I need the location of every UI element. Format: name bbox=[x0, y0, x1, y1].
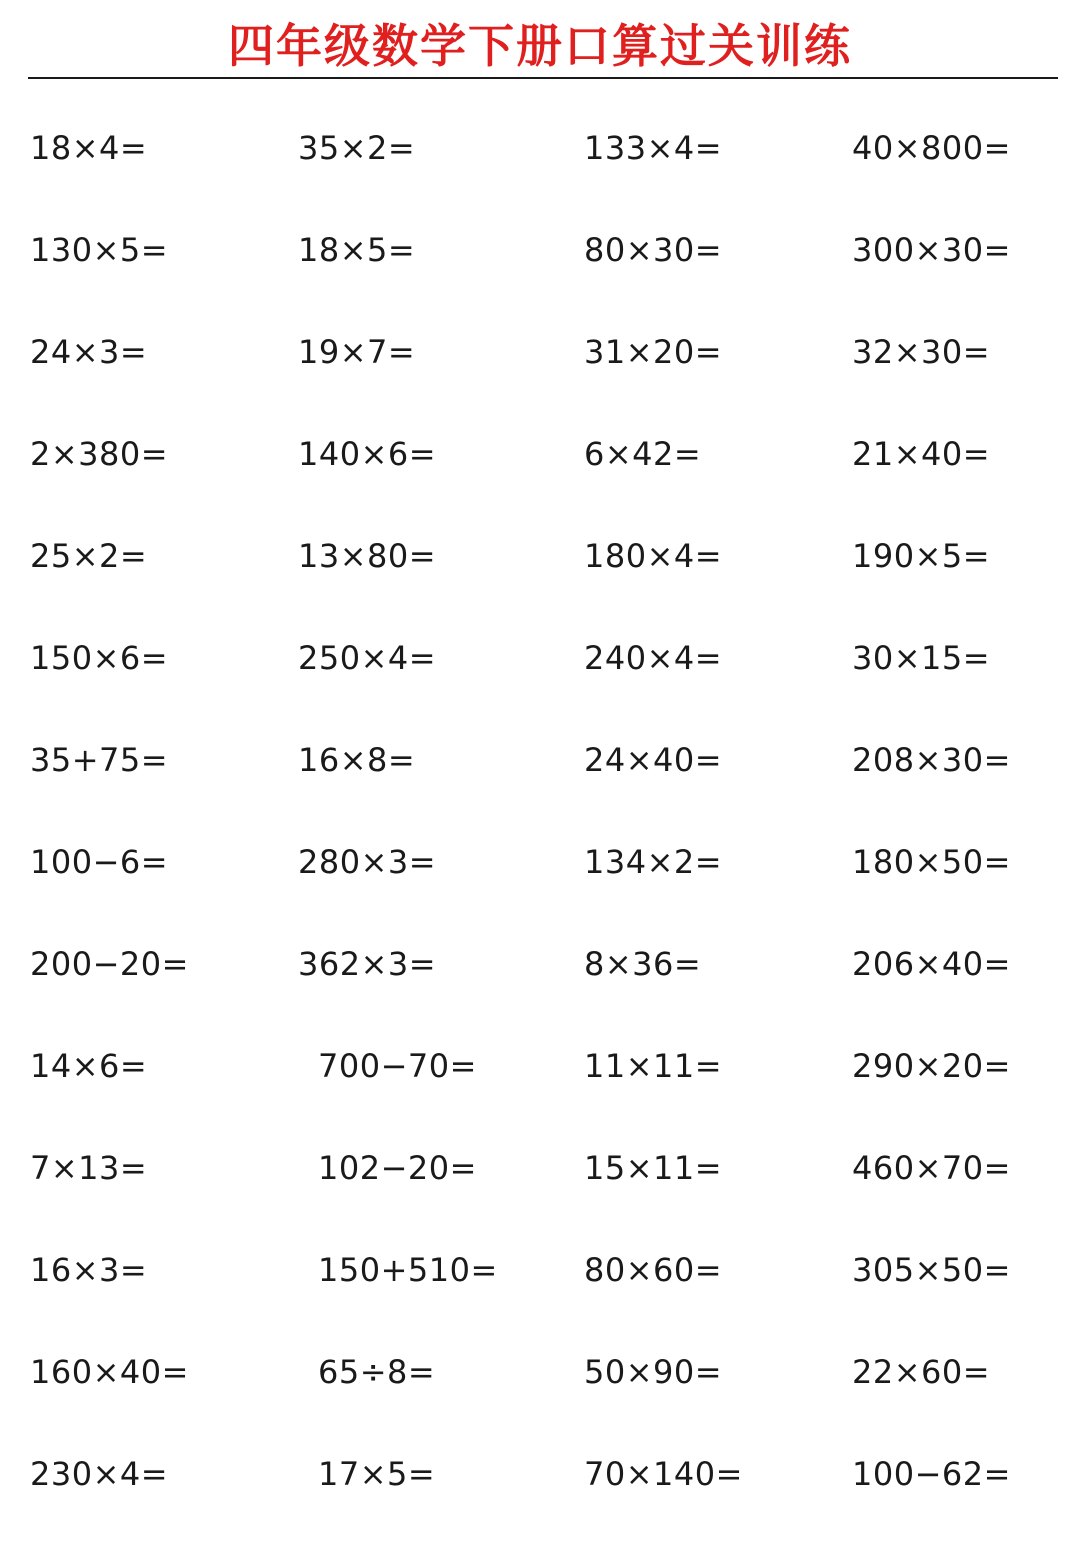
problem: 200−20= bbox=[30, 945, 189, 983]
problem: 8×36= bbox=[584, 945, 702, 983]
problem-row bbox=[0, 220, 1080, 322]
problem: 160×40= bbox=[30, 1353, 189, 1391]
problem: 130×5= bbox=[30, 231, 169, 269]
problem-row bbox=[0, 526, 1080, 628]
problem-grid bbox=[0, 118, 1080, 1546]
problem: 80×60= bbox=[584, 1251, 723, 1289]
title-underline bbox=[28, 77, 1058, 79]
problem: 35+75= bbox=[30, 741, 169, 779]
problem: 80×30= bbox=[584, 231, 723, 269]
problem: 100−62= bbox=[852, 1455, 1011, 1493]
problem: 11×11= bbox=[584, 1047, 723, 1085]
problem: 140×6= bbox=[298, 435, 437, 473]
problem: 150×6= bbox=[30, 639, 169, 677]
problem-row bbox=[0, 118, 1080, 220]
problem: 2×380= bbox=[30, 435, 169, 473]
problem: 305×50= bbox=[852, 1251, 1011, 1289]
problem: 206×40= bbox=[852, 945, 1011, 983]
problem: 18×5= bbox=[298, 231, 416, 269]
problem: 700−70= bbox=[318, 1047, 477, 1085]
problem: 6×42= bbox=[584, 435, 702, 473]
problem: 180×50= bbox=[852, 843, 1011, 881]
problem: 290×20= bbox=[852, 1047, 1011, 1085]
problem-row bbox=[0, 322, 1080, 424]
problem: 31×20= bbox=[584, 333, 723, 371]
problem: 208×30= bbox=[852, 741, 1011, 779]
problem-row bbox=[0, 1138, 1080, 1240]
problem: 230×4= bbox=[30, 1455, 169, 1493]
problem: 240×4= bbox=[584, 639, 723, 677]
problem-row bbox=[0, 730, 1080, 832]
problem: 180×4= bbox=[584, 537, 723, 575]
problem: 7×13= bbox=[30, 1149, 148, 1187]
problem-row bbox=[0, 424, 1080, 526]
problem: 30×15= bbox=[852, 639, 991, 677]
problem: 35×2= bbox=[298, 129, 416, 167]
problem: 16×3= bbox=[30, 1251, 148, 1289]
problem: 50×90= bbox=[584, 1353, 723, 1391]
problem-row bbox=[0, 1342, 1080, 1444]
problem: 25×2= bbox=[30, 537, 148, 575]
problem: 65÷8= bbox=[318, 1353, 436, 1391]
problem: 70×140= bbox=[584, 1455, 743, 1493]
problem: 18×4= bbox=[30, 129, 148, 167]
problem: 102−20= bbox=[318, 1149, 477, 1187]
problem: 19×7= bbox=[298, 333, 416, 371]
worksheet-title: 四年级数学下册口算过关训练 bbox=[228, 19, 852, 73]
problem: 190×5= bbox=[852, 537, 991, 575]
problem: 134×2= bbox=[584, 843, 723, 881]
problem: 280×3= bbox=[298, 843, 437, 881]
problem: 24×3= bbox=[30, 333, 148, 371]
problem: 460×70= bbox=[852, 1149, 1011, 1187]
problem-row bbox=[0, 628, 1080, 730]
problem: 40×800= bbox=[852, 129, 1011, 167]
problem: 300×30= bbox=[852, 231, 1011, 269]
problem: 133×4= bbox=[584, 129, 723, 167]
problem: 24×40= bbox=[584, 741, 723, 779]
problem: 150+510= bbox=[318, 1251, 498, 1289]
problem: 21×40= bbox=[852, 435, 991, 473]
problem-row bbox=[0, 1036, 1080, 1138]
problem: 100−6= bbox=[30, 843, 169, 881]
problem: 17×5= bbox=[318, 1455, 436, 1493]
problem: 13×80= bbox=[298, 537, 437, 575]
problem: 14×6= bbox=[30, 1047, 148, 1085]
problem: 15×11= bbox=[584, 1149, 723, 1187]
problem: 16×8= bbox=[298, 741, 416, 779]
problem-row bbox=[0, 832, 1080, 934]
problem: 362×3= bbox=[298, 945, 437, 983]
problem: 32×30= bbox=[852, 333, 991, 371]
problem-row bbox=[0, 1240, 1080, 1342]
problem: 250×4= bbox=[298, 639, 437, 677]
problem-row bbox=[0, 934, 1080, 1036]
problem: 22×60= bbox=[852, 1353, 991, 1391]
